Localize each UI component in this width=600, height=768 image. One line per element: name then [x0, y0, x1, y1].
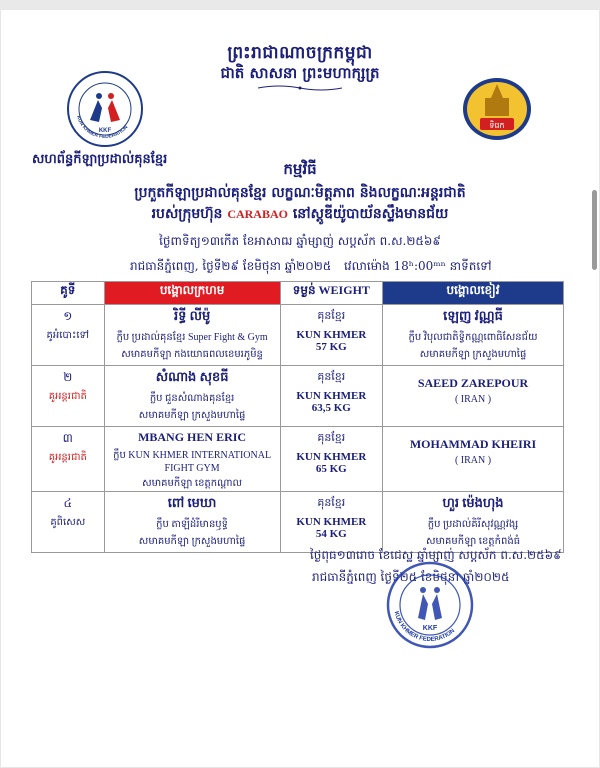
weight-value: 63,5 KG [311, 402, 351, 414]
red-fighter-association: សមាគមកីឡា ក្រសួងមហាផ្ទៃ [138, 410, 246, 421]
weight-cell [280, 427, 382, 492]
red-fighter-association: សមាគមកីឡា ក្រសួងមហាផ្ទៃ [138, 536, 246, 547]
weight-value: 65 KG [315, 463, 347, 475]
header-weight: ទម្ងន់ WEIGHT [280, 282, 382, 305]
official-seal-stamp [385, 560, 475, 650]
federation-name: សហព័ន្ធកីឡាប្រដាល់គុនខ្មែរ [32, 152, 168, 167]
red-fighter-club: ក្លឹប ជួនសំណាងគុនខ្មែរ [149, 393, 235, 404]
weight-style-kh: គុនខ្មែរ [317, 310, 346, 322]
kkf-logo-text: KUN KHMER FEDERATION [74, 114, 130, 141]
bout-number: ៤ [63, 496, 73, 510]
fight-card-table [31, 281, 564, 553]
event-description: ប្រកួតកីឡាប្រដាល់គុនខ្មែរ លក្ខណៈមិត្តភាព និងលក្ខណៈអន្តរជាតិ [134, 185, 466, 201]
weight-value: 54 KG [315, 528, 347, 540]
sponsor-prefix: របស់ក្រុមហ៊ុន [151, 206, 223, 222]
kingdom-title: ព្រះរាជាណាចក្រកម្ពុជា [227, 43, 373, 63]
weight-style-en: KUN KHMER [296, 390, 367, 402]
blue-corner-fighter [383, 492, 564, 553]
red-fighter-club: ក្លឹប KUN KHMER INTERNATIONAL FIGHT GYM [113, 450, 272, 474]
weight-style-kh: គុនខ្មែរ [317, 497, 346, 509]
weight-style-kh: គុនខ្មែរ [317, 432, 346, 444]
blue-fighter-country: ( IRAN ) [454, 394, 492, 405]
seal-abbr: KKF [422, 625, 438, 632]
seal-text: KUN KHMER FEDERATION [392, 610, 457, 644]
blue-fighter-name: SAEED ZAREPOUR [417, 376, 529, 390]
blue-corner-fighter [383, 366, 564, 427]
red-corner-fighter [104, 305, 280, 366]
table-header-row [32, 282, 564, 305]
red-corner-fighter [104, 366, 280, 427]
red-fighter-association: សមាគមកីឡា កងយោធពលខេមរភូមិន្ទ [121, 349, 263, 360]
blue-fighter-association: សមាគមកីឡា ខេត្តកំពង់ធំ [425, 536, 521, 547]
bout-number-cell [32, 305, 105, 366]
table-row [32, 492, 564, 553]
red-fighter-club: ក្លឹប តាឡីដំរីមានឫទ្ធិ [156, 519, 228, 530]
event-time: វេលាម៉ោង 18ʰ:00ᵐⁿ នាទីតទៅ [344, 259, 492, 273]
red-fighter-name: ពៅ មេឃា [167, 495, 217, 510]
table-row [32, 427, 564, 492]
weight-value: 57 KG [315, 341, 347, 353]
blue-fighter-association: សមាគមកីឡា ក្រសួងមហាផ្ទៃ [419, 349, 527, 360]
bout-category: គូអន្តរជាតិ [48, 391, 87, 402]
weight-cell [280, 492, 382, 553]
weight-style-kh: គុនខ្មែរ [317, 371, 346, 383]
bout-number-cell [32, 366, 105, 427]
weight-cell [280, 366, 382, 427]
bout-number-cell [32, 427, 105, 492]
bout-category: គូអំបោះទៅ [46, 330, 90, 341]
blue-fighter-name: ឡេញ វណ្ណធី [443, 308, 503, 323]
national-motto: ជាតិ សាសនា ព្រះមហាក្សត្រ [220, 64, 380, 82]
signature-city-date: រាជធានីភ្នំពេញ ថ្ងៃទី២៥ ខែមិថុនា ឆ្នាំ២០២៥ [312, 570, 510, 584]
signature-lunar-date: ថ្ងៃពុធ១៣រោច ខែជេស្ឋ ឆ្នាំម្សាញ់ សប្តស័ក ព.ស.២៥៦៩ [310, 548, 562, 562]
ministry-emblem-text: ទិរេក [489, 121, 505, 130]
blue-fighter-club: ក្លឹប ប្រដាល់គិរីសុវណ្ណវង្ស [427, 519, 519, 530]
table-row [32, 305, 564, 366]
blue-corner-fighter [383, 305, 564, 366]
header-blue-corner: បង្គោលខៀវ [383, 282, 564, 305]
header-red-corner: បង្គោលក្រហម [104, 282, 280, 305]
bout-number: ២ [63, 370, 73, 384]
red-fighter-association: សមាគមកីឡា ខេត្តកណ្តាល [142, 478, 243, 489]
blue-fighter-name: ហួរ ម៉េងហុង [442, 495, 504, 510]
weight-style-en: KUN KHMER [296, 516, 367, 528]
bout-number: ១ [63, 309, 73, 323]
ministry-emblem-logo [462, 76, 532, 142]
weight-style-en: KUN KHMER [296, 451, 367, 463]
blue-fighter-name: MOHAMMAD KHEIRI [409, 437, 537, 451]
sponsor-brand: CARABAO [227, 207, 288, 221]
ornament-divider-icon [258, 84, 342, 92]
program-heading: កម្មវិធី [283, 160, 317, 178]
red-fighter-name: រិទ្ធី លីម៉ូ [173, 308, 211, 323]
sponsor-venue: នៅស្តូឌីយ៉ូបាយ័នស្ទឹងមានជ័យ [292, 206, 449, 222]
red-corner-fighter [104, 427, 280, 492]
red-fighter-club: ក្លឹប ប្រដាល់គុនខ្មែរ Super Fight & Gym [116, 332, 268, 343]
event-date: រាជធានីភ្នំពេញ, ថ្ងៃទី២៩ ខែមិថុនា ឆ្នាំ២០២៥ [130, 259, 332, 273]
weight-cell [280, 305, 382, 366]
sponsor-line [0, 204, 600, 225]
table-row [32, 366, 564, 427]
lunar-date: ថ្ងៃពាទិត្យ១៣កើត ខែអាសាឍ ឆ្នាំម្សាញ់ សប្តស័ក ព.ស.២៥៦៩ [159, 234, 441, 248]
red-fighter-name: សំណាង សុខធី [155, 369, 229, 384]
top-bar [0, 0, 600, 10]
blue-fighter-country: ( IRAN ) [454, 455, 492, 466]
kkf-logo-abbr: KKF [98, 128, 112, 134]
weight-style-en: KUN KHMER [296, 329, 367, 341]
red-fighter-name: MBANG HEN ERIC [138, 430, 247, 444]
bout-category: គូពិសេស [50, 517, 86, 528]
bout-category: គូអន្តរជាតិ [48, 452, 87, 463]
bout-number-cell [32, 492, 105, 553]
blue-corner-fighter [383, 427, 564, 492]
kkf-logo [66, 70, 144, 148]
header-bout-number: គូទី [32, 282, 105, 305]
blue-fighter-club: ក្លឹប វិបុលជាតិទ្វិកណ្ណពោធិសែនជ័យ [408, 332, 538, 343]
bout-number: ៣ [62, 431, 73, 445]
red-corner-fighter [104, 492, 280, 553]
